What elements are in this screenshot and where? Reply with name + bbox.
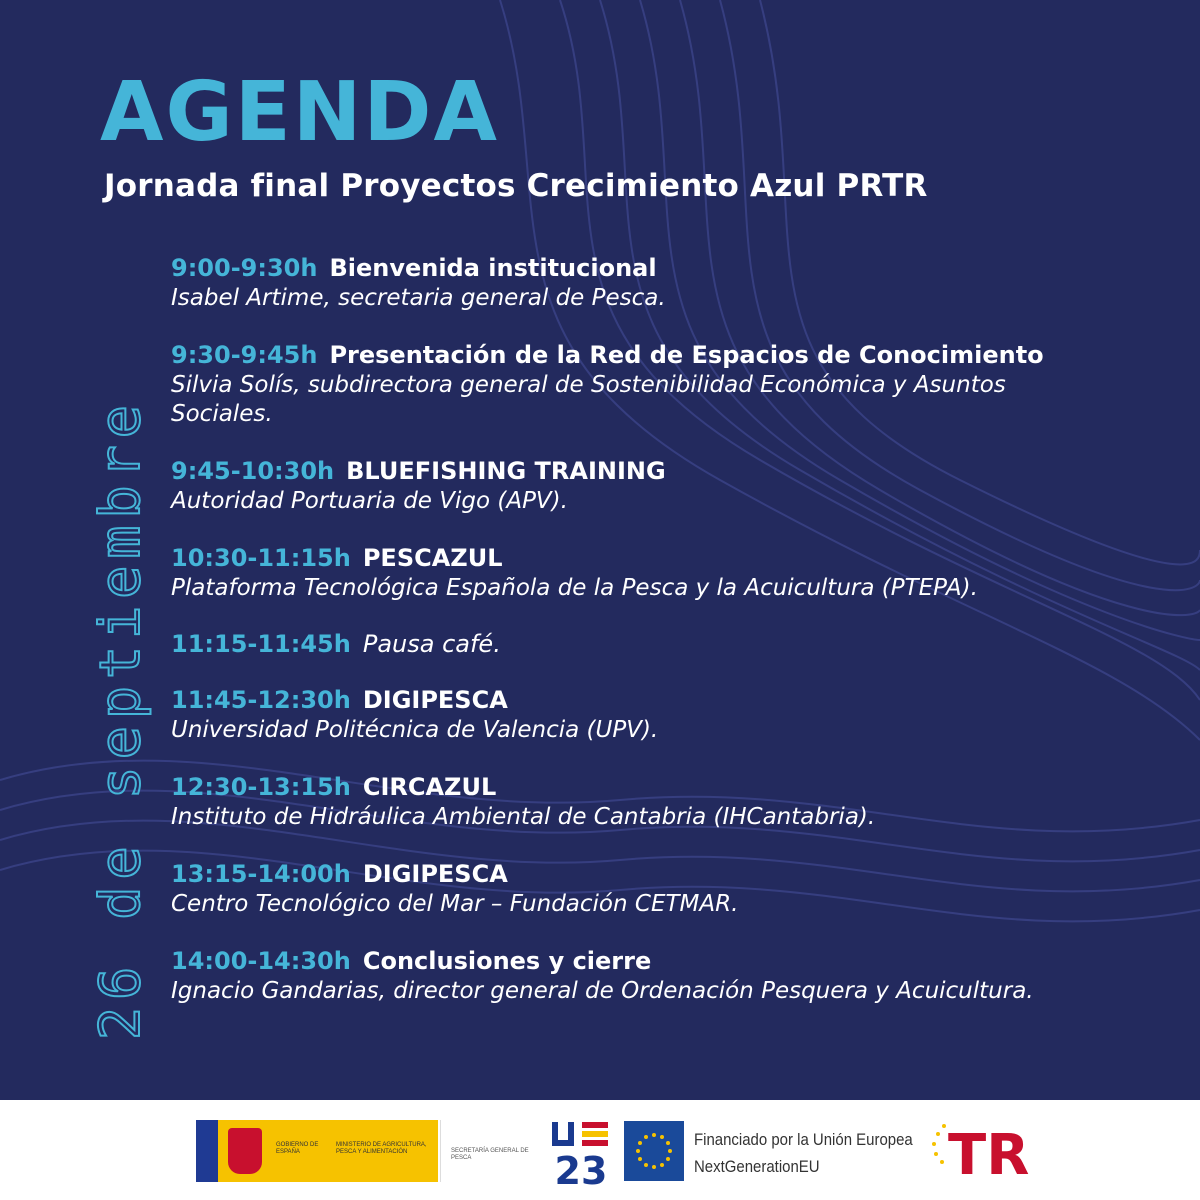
eu-funding-line2: NextGenerationEU [694,1157,820,1176]
secretaria-logo [440,1120,537,1182]
agenda-time: 12:30-13:15h [171,773,351,801]
page-title: AGENDA [100,65,499,160]
ue23-logo [548,1116,614,1193]
prtr-logo [928,1112,1030,1188]
agenda-description: Universidad Politécnica de Valencia (UPV). [171,717,659,743]
agenda-time: 11:15-11:45h [171,630,351,658]
agenda-item [171,858,1181,919]
ministry-label: MINISTERIO DE AGRICULTURA, PESCA Y ALIMENTACIÓN [336,1142,427,1155]
agenda-heading: PESCAZUL [362,544,503,572]
agenda-heading: Conclusiones y cierre [362,947,652,975]
agenda-time: 11:45-12:30h [171,686,351,714]
page-subtitle: Jornada final Proyectos Crecimiento Azul PRTR [104,168,928,204]
eu-flag-icon [624,1121,684,1181]
event-date: 26 de septiembre [88,398,152,1040]
eu-funding-text [694,1126,913,1180]
spain-flag-icon [196,1120,218,1182]
agenda-heading: Presentación de la Red de Espacios de Conocimiento [329,341,1044,369]
agenda-time: 9:30-9:45h [171,341,318,369]
agenda-heading: Pausa café. [362,630,501,658]
coat-of-arms-icon [228,1128,262,1174]
agenda-item [171,455,1181,516]
agenda-item [171,542,1181,603]
gobierno-espana-logo [196,1120,438,1182]
agenda-description: Centro Tecnológico del Mar – Fundación CETMAR. [171,891,739,917]
agenda-time: 9:45-10:30h [171,457,335,485]
agenda-heading: Bienvenida institucional [329,254,657,282]
eu-funding-line1: Financiado por la Unión Europea [694,1130,913,1149]
gov-label: GOBIERNO DE ESPAÑA [276,1142,319,1155]
ue23-number: 23 [554,1149,608,1193]
agenda-item [171,684,1181,745]
agenda-description: Isabel Artime, secretaria general de Pesca. [171,285,666,311]
agenda-description: Silvia Solís, subdirectora general de Sostenibilidad Económica y Asuntos Sociales. [171,372,1006,427]
agenda-description: Ignacio Gandarias, director general de Ordenación Pesquera y Acuicultura. [171,978,1034,1004]
agenda-time: 13:15-14:00h [171,860,351,888]
agenda-item [171,339,1181,429]
secretaria-label: SECRETARÍA GENERAL DE PESCA [451,1148,529,1161]
agenda-time: 14:00-14:30h [171,947,351,975]
agenda-heading: CIRCAZUL [362,773,497,801]
agenda-heading: BLUEFISHING TRAINING [346,457,666,485]
agenda-item [171,628,1181,660]
agenda-time: 9:00-9:30h [171,254,318,282]
agenda-description: Instituto de Hidráulica Ambiental de Cantabria (IHCantabria). [171,804,876,830]
agenda-item [171,771,1181,832]
agenda-item [171,945,1181,1006]
agenda-item [171,252,1181,313]
agenda-description: Autoridad Portuaria de Vigo (APV). [171,488,568,514]
agenda-time: 10:30-11:15h [171,544,351,572]
agenda-heading: DIGIPESCA [362,686,508,714]
prtr-letters: TR [948,1123,1030,1188]
agenda-heading: DIGIPESCA [362,860,508,888]
agenda-description: Plataforma Tecnológica Española de la Pesca y la Acuicultura (PTEPA). [171,575,978,601]
